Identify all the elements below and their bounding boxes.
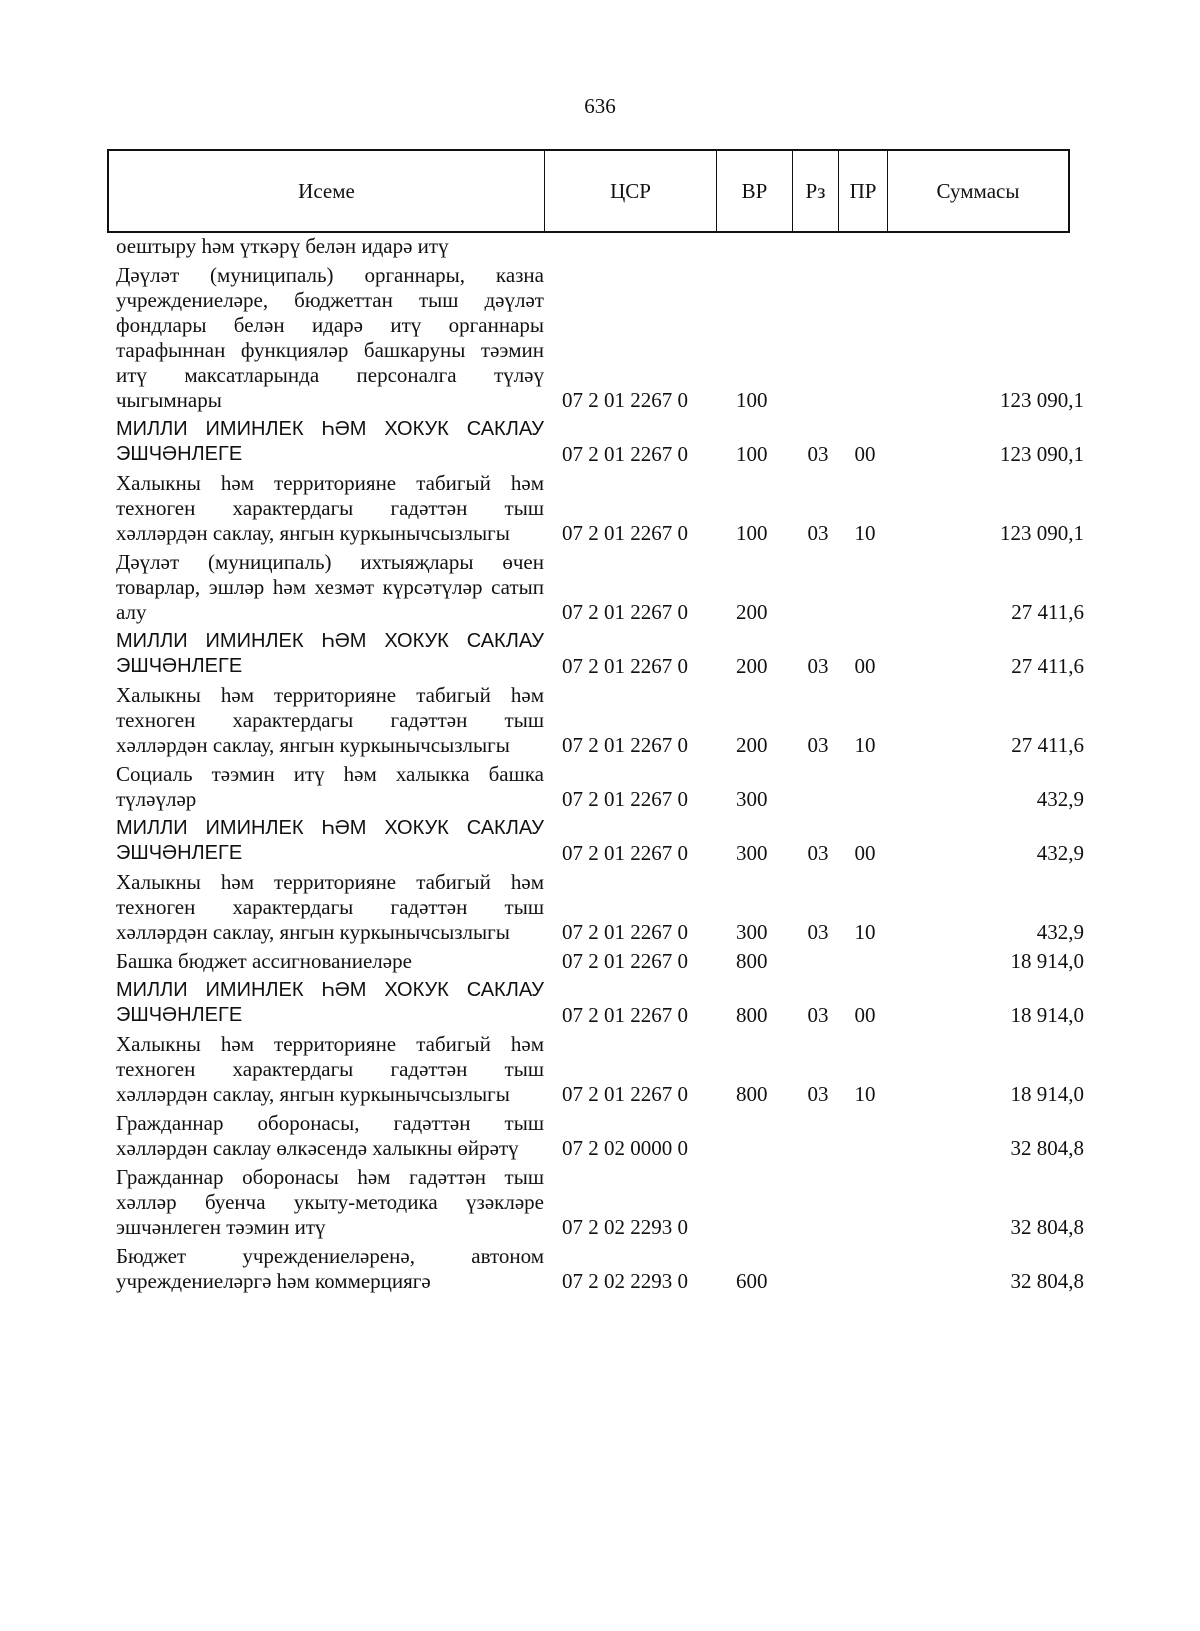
row-sum: 432,9 (1036, 787, 1084, 811)
row-pr: 00 (854, 654, 876, 678)
row-vr: 200 (736, 654, 768, 678)
table-row (0, 1244, 1200, 1294)
row-rz: 03 (807, 1003, 829, 1027)
row-rz: 03 (807, 841, 829, 865)
row-pr: 10 (854, 1082, 876, 1106)
table-row (0, 1111, 1200, 1161)
table-row (0, 629, 1200, 679)
header-rz: Рз (793, 151, 839, 231)
row-vr: 300 (736, 787, 768, 811)
row-pr: 00 (854, 841, 876, 865)
row-vr: 100 (736, 521, 768, 545)
row-rz: 03 (807, 442, 829, 466)
row-csr: 07 2 01 2267 0 (562, 733, 688, 757)
row-rz: 03 (807, 920, 829, 944)
table-row (0, 762, 1200, 812)
row-rz: 03 (807, 733, 829, 757)
row-sum: 18 914,0 (1010, 949, 1084, 973)
row-csr: 07 2 02 0000 0 (562, 1136, 688, 1160)
table-header (107, 149, 1070, 233)
row-name: Гражданнар оборонасы һәм гадәттән тыш хәлләр буенча укыту-методика үзәкләре эшчәнлеген тәэмин итү (116, 1165, 544, 1239)
row-csr: 07 2 01 2267 0 (562, 787, 688, 811)
row-vr: 800 (736, 949, 768, 973)
row-name: Дәүләт (муниципаль) ихтыяҗлары өчен товарлар, эшләр һәм хезмәт күрсәтүләр сатып алу (116, 550, 544, 624)
row-csr: 07 2 01 2267 0 (562, 949, 688, 973)
row-csr: 07 2 01 2267 0 (562, 600, 688, 624)
row-sum: 18 914,0 (1010, 1082, 1084, 1106)
row-csr: 07 2 01 2267 0 (562, 841, 688, 865)
row-name: Халыкны һәм территорияне табигый һәм техноген характердагы гадәттән тыш хәлләрдән саклау, янгын куркынычсызлыгы (116, 1032, 544, 1106)
row-csr: 07 2 01 2267 0 (562, 1082, 688, 1106)
table-row (0, 1165, 1200, 1240)
row-csr: 07 2 02 2293 0 (562, 1215, 688, 1239)
row-name: Бюджет учреждениеләренә, автоном учреждениеләргә һәм коммерциягә (116, 1244, 544, 1293)
row-csr: 07 2 01 2267 0 (562, 521, 688, 545)
table-row (0, 816, 1200, 866)
row-csr: 07 2 01 2267 0 (562, 1003, 688, 1027)
header-csr: ЦСР (545, 151, 717, 231)
header-pr: ПР (839, 151, 888, 231)
row-name: МИЛЛИ ИМИНЛЕК ҺӘМ ХОКУК САКЛАУ ЭШЧӘНЛЕГЕ (116, 979, 544, 1026)
row-vr: 300 (736, 920, 768, 944)
row-vr: 800 (736, 1082, 768, 1106)
row-rz: 03 (807, 521, 829, 545)
table-row (0, 1032, 1200, 1107)
row-name: Халыкны һәм территорияне табигый һәм техноген характердагы гадәттән тыш хәлләрдән саклау, янгын куркынычсызлыгы (116, 870, 544, 944)
table-row (0, 263, 1200, 413)
row-name: МИЛЛИ ИМИНЛЕК ҺӘМ ХОКУК САКЛАУ ЭШЧӘНЛЕГЕ (116, 630, 544, 677)
row-pr: 10 (854, 733, 876, 757)
table-row (0, 417, 1200, 467)
table-row (0, 234, 1200, 259)
row-vr: 200 (736, 733, 768, 757)
table-row (0, 683, 1200, 758)
row-name: МИЛЛИ ИМИНЛЕК ҺӘМ ХОКУК САКЛАУ ЭШЧӘНЛЕГЕ (116, 817, 544, 864)
row-name: Социаль тәэмин итү һәм халыкка башка түләүләр (116, 762, 544, 811)
row-pr: 00 (854, 442, 876, 466)
row-name: Халыкны һәм территорияне табигый һәм техноген характердагы гадәттән тыш хәлләрдән саклау, янгын куркынычсызлыгы (116, 471, 544, 545)
row-sum: 432,9 (1036, 920, 1084, 944)
row-sum: 32 804,8 (1010, 1215, 1084, 1239)
row-name: оештыру һәм үткәрү белән идарә итү (116, 234, 449, 258)
row-csr: 07 2 01 2267 0 (562, 442, 688, 466)
row-name: Башка бюджет ассигнованиеләре (116, 949, 412, 973)
row-pr: 10 (854, 521, 876, 545)
row-pr: 00 (854, 1003, 876, 1027)
row-sum: 27 411,6 (1011, 654, 1084, 678)
row-name: Халыкны һәм территорияне табигый һәм техноген характердагы гадәттән тыш хәлләрдән саклау, янгын куркынычсызлыгы (116, 683, 544, 757)
row-name: МИЛЛИ ИМИНЛЕК ҺӘМ ХОКУК САКЛАУ ЭШЧӘНЛЕГЕ (116, 418, 544, 465)
row-sum: 123 090,1 (1000, 521, 1084, 545)
row-sum: 432,9 (1036, 841, 1084, 865)
table-row (0, 949, 1200, 974)
row-sum: 27 411,6 (1011, 600, 1084, 624)
row-rz: 03 (807, 1082, 829, 1106)
row-name: Дәүләт (муниципаль) органнары, казна учреждениеләре, бюджеттан тыш дәүләт фондлары белән идарә итү органнары тарафыннан функцияләр башкаруны тәэмин итү максатларында персоналга түләү чыгымнары (116, 263, 544, 412)
row-sum: 123 090,1 (1000, 442, 1084, 466)
row-csr: 07 2 01 2267 0 (562, 388, 688, 412)
table-row (0, 870, 1200, 945)
row-name: Гражданнар оборонасы, гадәттән тыш хәлләрдән саклау өлкәсендә халыкны өйрәтү (116, 1111, 544, 1160)
row-rz: 03 (807, 654, 829, 678)
row-sum: 32 804,8 (1010, 1136, 1084, 1160)
header-sum: Суммасы (936, 178, 1020, 203)
page-number: 636 (584, 94, 616, 118)
row-vr: 100 (736, 442, 768, 466)
header-vr: ВР (717, 151, 793, 231)
row-vr: 600 (736, 1269, 768, 1293)
row-pr: 10 (854, 920, 876, 944)
row-csr: 07 2 01 2267 0 (562, 920, 688, 944)
header-name: Исеме (109, 151, 545, 231)
row-vr: 100 (736, 388, 768, 412)
row-csr: 07 2 02 2293 0 (562, 1269, 688, 1293)
row-sum: 27 411,6 (1011, 733, 1084, 757)
row-sum: 18 914,0 (1010, 1003, 1084, 1027)
table-body (0, 234, 1200, 1294)
table-row (0, 978, 1200, 1028)
row-sum: 123 090,1 (1000, 388, 1084, 412)
row-csr: 07 2 01 2267 0 (562, 654, 688, 678)
row-vr: 200 (736, 600, 768, 624)
row-vr: 300 (736, 841, 768, 865)
row-sum: 32 804,8 (1010, 1269, 1084, 1293)
table-row (0, 471, 1200, 546)
table-row (0, 550, 1200, 625)
row-vr: 800 (736, 1003, 768, 1027)
